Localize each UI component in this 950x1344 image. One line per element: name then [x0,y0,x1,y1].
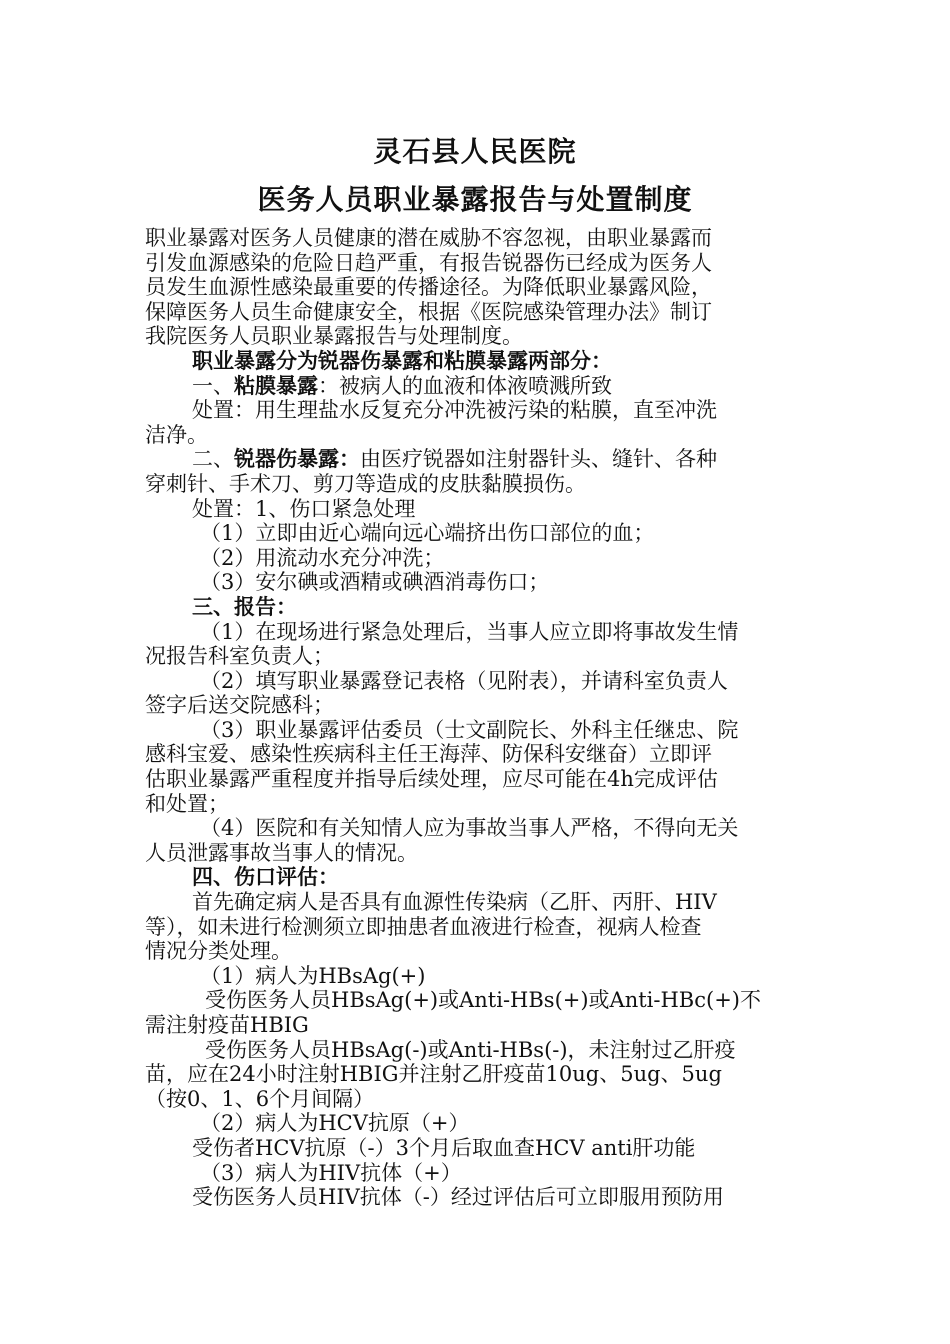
section-4-heading: 四、伤口评估： [192,865,339,890]
report-item-line: 签字后送交院感科； [145,693,334,718]
section-3-heading: 三、报告： [192,594,297,619]
report-item-line: 估职业暴露严重程度并指导后续处理，应尽可能在4h完成评估 [145,767,718,792]
section-1-treatment: 处置：用生理盐水反复充分冲洗被污染的粘膜，直至冲洗 [192,398,717,423]
overview-heading: 职业暴露分为锐器伤暴露和粘膜暴露两部分： [192,348,612,373]
report-item-line: （2）填写职业暴露登记表格（见附表），并请科室负责人 [200,668,728,693]
report-item-line: 况报告科室负责人； [145,644,334,669]
case-1-heading: （1）病人为HBsAg(+) [200,963,426,988]
section-1-number: 一、 [192,373,234,398]
case-2-heading: （2）病人为HCV抗原（+） [200,1111,470,1136]
case-1-line: 苗，应在24小时注射HBIG并注射乙肝疫苗10ug、5ug、5ug [145,1062,722,1087]
intro-line: 职业暴露对医务人员健康的潜在威胁不容忽视，由职业暴露而 [145,226,712,250]
document-title: 医务人员职业暴露报告与处置制度 [257,183,693,216]
report-item-line: 和处置； [145,791,229,816]
report-item-line: （1）在现场进行紧急处理后，当事人应立即将事故发生情 [200,619,739,644]
document-body [145,226,805,1210]
intro-line: 保障医务人员生命健康安全，根据《医院感染管理办法》制订 [145,299,712,324]
case-3-heading: （3）病人为HIV抗体（+） [200,1160,462,1185]
section-2-text-cont: 穿刺针、手术刀、剪刀等造成的皮肤黏膜损伤。 [145,471,586,496]
section-1-heading [145,374,805,399]
section-1-title: 粘膜暴露 [234,373,318,398]
report-item-line: 人员泄露事故当事人的情况。 [145,840,418,865]
section-1-treatment-cont: 洁净。 [145,422,208,447]
assessment-intro-line: 等），如未进行检测须立即抽患者血液进行检查，视病人检查 [145,914,702,939]
report-item-line: （4）医院和有关知情人应为事故当事人严格，不得向无关 [200,816,739,841]
case-1-line: 受伤医务人员HBsAg(+)或Anti-HBs(+)或Anti-HBc(+)不 [205,988,761,1013]
intro-line: 员发生血源性感染最重要的传播途径。为降低职业暴露风险， [145,275,712,300]
section-1-text: ：被病人的血液和体液喷溅所致 [318,373,612,398]
report-item-line: 感科宝爱、感染性疾病科主任王海萍、防保科安继奋）立即评 [145,742,712,767]
assessment-intro-line: 情况分类处理。 [145,939,292,964]
section-2-title: 锐器伤暴露： [234,447,360,472]
section-2-text: 由医疗锐器如注射器针头、缝针、各种 [360,447,717,472]
case-3-line: 受伤医务人员HIV抗体（-）经过评估后可立即服用预防用 [192,1185,724,1210]
intro-line: 我院医务人员职业暴露报告与处理制度。 [145,324,523,349]
assessment-intro-line: 首先确定病人是否具有血源性传染病（乙肝、丙肝、HIV [192,890,717,915]
section-2-step: （1）立即由近心端向远心端挤出伤口部位的血； [200,521,655,546]
section-2-step: （2）用流动水充分冲洗； [200,545,445,570]
section-2-heading [145,447,805,472]
case-1-line: 受伤医务人员HBsAg(-)或Anti-HBs(-)，未注射过乙肝疫 [205,1037,736,1062]
case-1-line: 需注射疫苗HBIG [145,1013,309,1037]
case-1-line: （按0、1、6个月间隔） [145,1086,375,1111]
section-2-number: 二、 [192,447,234,472]
section-2-treatment: 处置：1、伤口紧急处理 [192,496,416,521]
hospital-name: 灵石县人民医院 [373,135,577,168]
intro-line: 引发血源感染的危险日趋严重，有报告锐器伤已经成为医务人 [145,250,712,275]
case-2-line: 受伤者HCV抗原（-）3个月后取血查HCV anti肝功能 [192,1135,696,1160]
report-item-line: （3）职业暴露评估委员（士文副院长、外科主任继忠、院 [200,717,739,742]
section-2-step: （3）安尔碘或酒精或碘酒消毒伤口； [200,570,550,595]
